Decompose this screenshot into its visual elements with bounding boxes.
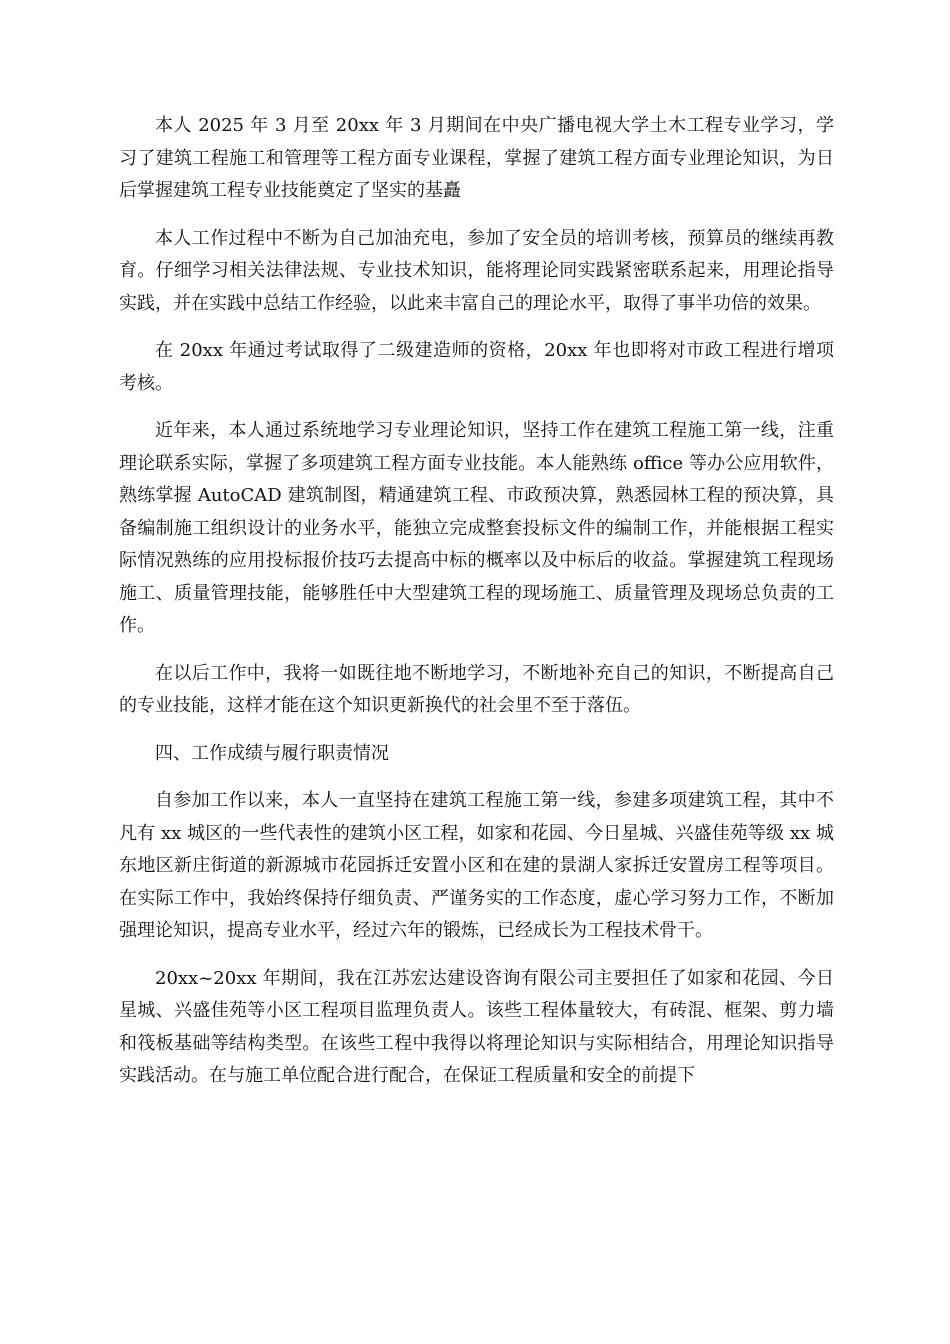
section-heading-achievements: 四、工作成绩与履行职责情况: [155, 742, 389, 764]
paragraph-continuing-education: 本人工作过程中不断为自己加油充电，参加了安全员的培训考核，预算员的继续再教育。仔细学习相关法律法规、专业技术知识，能将理论同实践紧密联系起来，用理论指导实践，并在实践中总结工作经验，以此来丰富自己的理论水平，取得了事半功倍的效果。: [119, 227, 834, 314]
paragraph-future-learning: 在以后工作中，我将一如既往地不断地学习，不断地补充自己的知识，不断提高自己的专业技能，这样才能在这个知识更新换代的社会里不至于落伍。: [119, 662, 834, 716]
paragraph-study-history: 本人 2025 年 3 月至 20xx 年 3 月期间在中央广播电视大学土木工程专业学习，学习了建筑工程施工和管理等工程方面专业课程，掌握了建筑工程方面专业理论知识，为日后掌握建筑工程专业技能奠定了坚实的基矗: [119, 115, 834, 201]
paragraph-qualification: 在 20xx 年通过考试取得了二级建造师的资格，20xx 年也即将对市政工程进行增项考核。: [119, 340, 834, 394]
paragraph-professional-skills: 近年来，本人通过系统地学习专业理论知识，坚持工作在建筑工程施工第一线，注重理论联系实际，掌握了多项建筑工程方面专业技能。本人能熟练 office 等办公应用软件，熟练掌握 AutoCAD 建筑制图，精通建筑工程、市政预决算，熟悉园林工程的预决算，具备编制施工组织设计的业务水平，能独立完成整套投标文件的编制工作，并能根据工程实际情况熟练的应用投标报价技巧去提高中标的概率以及中标后的收益。掌握建筑工程现场施工、质量管理技能，能够胜任中大型建筑工程的现场施工、质量管理及现场总负责的工作。: [119, 420, 834, 636]
document-body: [119, 110, 834, 1108]
paragraph-work-achievements: 自参加工作以来，本人一直坚持在建筑工程施工第一线，参建多项建筑工程，其中不凡有 xx 城区的一些代表性的建筑小区工程，如家和花园、今日星城、兴盛佳苑等级 xx 城东地区新庄街道的新源城市花园拆迁安置小区和在建的景湖人家拆迁安置房工程等项目。在实际工作中，我始终保持仔细负责、严谨务实的工作态度，虚心学习努力工作，不断加强理论知识，提高专业水平，经过六年的锻炼，已经成长为工程技术骨干。: [119, 790, 834, 941]
paragraph-supervision-role: 20xx~20xx 年期间，我在江苏宏达建设咨询有限公司主要担任了如家和花园、今日星城、兴盛佳苑等小区工程项目监理负责人。该些工程体量较大，有砖混、框架、剪力墙和筏板基础等结构类型。在该些工程中我得以将理论知识与实际相结合，用理论知识指导实践活动。在与施工单位配合进行配合，在保证工程质量和安全的前提下: [119, 967, 834, 1086]
